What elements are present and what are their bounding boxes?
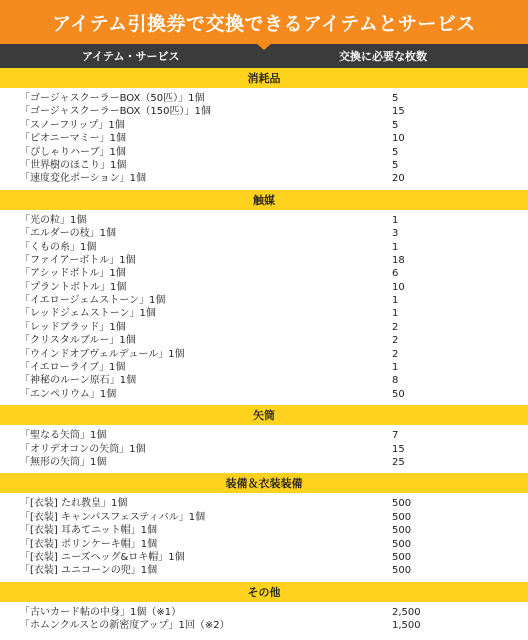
section-rows — [0, 210, 528, 405]
ticket-count: 2,500 — [392, 606, 421, 618]
ticket-count: 3 — [392, 228, 399, 240]
item-name: 「速度変化ポーション」1個 — [20, 173, 146, 185]
ticket-count: 50 — [392, 388, 405, 400]
section-rows — [0, 425, 528, 473]
page-title: アイテム引換券で交換できるアイテムとサービス — [52, 12, 476, 35]
ticket-count: 1 — [392, 241, 399, 253]
ticket-count: 500 — [392, 565, 412, 577]
table-header — [0, 44, 528, 68]
ticket-count: 10 — [392, 133, 405, 145]
ticket-count: 6 — [392, 268, 399, 280]
item-name: 「無形の矢筒」1個 — [20, 456, 107, 468]
item-name: 「レッドブラッド」1個 — [20, 321, 126, 333]
table-row — [0, 254, 528, 267]
ticket-count: 5 — [392, 119, 399, 131]
section-heading: 触媒 — [0, 190, 528, 210]
item-name: 「[衣装] ポリンケーキ帽」1個 — [20, 538, 158, 550]
item-name: 「イエローライブ」1個 — [20, 362, 126, 374]
item-name: 「ぴしゃりハーブ」1個 — [20, 146, 126, 158]
ticket-count: 500 — [392, 525, 412, 537]
table-row — [0, 159, 528, 172]
ticket-count: 18 — [392, 254, 405, 266]
ticket-count: 2 — [392, 335, 399, 347]
section-heading: 消耗品 — [0, 68, 528, 88]
table-row — [0, 132, 528, 145]
item-name: 「くもの糸」1個 — [20, 241, 97, 253]
item-name: 「ウインドオブヴェルデュール」1個 — [20, 348, 185, 360]
exchange-table — [0, 68, 528, 637]
ticket-count: 10 — [392, 281, 405, 293]
table-row — [0, 361, 528, 374]
item-name: 「エンペリウム」1個 — [20, 388, 117, 400]
item-name: 「スノーフリップ」1個 — [20, 119, 125, 131]
section-rows — [0, 88, 528, 190]
table-row — [0, 105, 528, 118]
table-row — [0, 321, 528, 334]
table-row — [0, 606, 528, 619]
table-row — [0, 564, 528, 577]
ticket-count: 500 — [392, 538, 412, 550]
section-heading: その他 — [0, 582, 528, 602]
table-row — [0, 524, 528, 537]
item-name: 「光の粒」1個 — [20, 214, 87, 226]
item-name: 「ピオニーマミー」1個 — [20, 133, 126, 145]
item-name: 「[衣装] ユニコーンの兜」1個 — [20, 565, 158, 577]
section-heading: 矢筒 — [0, 405, 528, 425]
ticket-count: 20 — [392, 173, 405, 185]
ticket-count: 1,500 — [392, 620, 421, 632]
item-name: 「エルダーの枝」1個 — [20, 228, 116, 240]
ticket-count: 2 — [392, 348, 399, 360]
table-row — [0, 146, 528, 159]
item-name: 「古いカード帖の中身」1個（※1） — [20, 606, 182, 618]
ticket-count: 15 — [392, 443, 405, 455]
table-row — [0, 443, 528, 456]
table-row — [0, 227, 528, 240]
table-row — [0, 538, 528, 551]
ticket-count: 15 — [392, 106, 405, 118]
item-name: 「ゴージャスクーラーBOX（150匹）」1個 — [20, 106, 211, 118]
table-row — [0, 92, 528, 105]
ticket-count: 1 — [392, 308, 399, 320]
column-header-count: 交換に必要な枚数 — [339, 50, 427, 63]
table-row — [0, 267, 528, 280]
table-row — [0, 172, 528, 185]
item-name: 「[衣装] 耳あてニット帽」1個 — [20, 525, 157, 537]
table-row — [0, 456, 528, 469]
table-row — [0, 619, 528, 632]
table-row — [0, 214, 528, 227]
table-row — [0, 374, 528, 387]
column-header-item: アイテム・サービス — [82, 50, 180, 63]
item-name: 「プラントボトル」1個 — [20, 281, 127, 293]
table-row — [0, 241, 528, 254]
item-name: 「レッドジェムストーン」1個 — [20, 308, 156, 320]
item-name: 「オリデオコンの矢筒」1個 — [20, 443, 146, 455]
table-row — [0, 388, 528, 401]
table-row — [0, 551, 528, 564]
item-name: 「ファイアーボトル」1個 — [20, 254, 136, 266]
table-row — [0, 511, 528, 524]
section-heading: 装備＆衣装装備 — [0, 473, 528, 493]
ticket-count: 500 — [392, 551, 412, 563]
item-name: 「世界樹のほこり」1個 — [20, 159, 127, 171]
table-row — [0, 281, 528, 294]
table-row — [0, 348, 528, 361]
table-row — [0, 119, 528, 132]
table-row — [0, 294, 528, 307]
item-name: 「クリスタルブルー」1個 — [20, 335, 136, 347]
ticket-count: 2 — [392, 321, 399, 333]
item-name: 「アシッドボトル」1個 — [20, 268, 126, 280]
item-name: 「[衣装] ニーズヘッグ&ロキ帽」1個 — [20, 551, 185, 563]
item-name: 「イエロージェムストーン」1個 — [20, 295, 166, 307]
section-rows — [0, 602, 528, 637]
item-name: 「ホムンクルスとの新密度アップ」1回（※2） — [20, 620, 230, 632]
ticket-count: 5 — [392, 93, 399, 104]
ticket-count: 25 — [392, 456, 405, 468]
ticket-count: 5 — [392, 146, 399, 158]
ticket-count: 1 — [392, 362, 399, 374]
item-name: 「神秘のルーン原石」1個 — [20, 375, 137, 387]
ticket-count: 1 — [392, 214, 399, 226]
table-row — [0, 429, 528, 442]
item-name: 「[衣装] キャンパスフェスティバル」1個 — [20, 511, 206, 523]
table-row — [0, 334, 528, 347]
table-row — [0, 307, 528, 320]
ticket-count: 500 — [392, 498, 412, 510]
ticket-count: 1 — [392, 295, 399, 307]
ticket-count: 500 — [392, 511, 412, 523]
ticket-count: 5 — [392, 159, 399, 171]
section-rows — [0, 493, 528, 581]
table-row — [0, 497, 528, 510]
page-banner — [0, 0, 528, 44]
item-name: 「ゴージャスクーラーBOX（50匹）」1個 — [20, 93, 205, 104]
item-name: 「聖なる矢筒」1個 — [20, 430, 107, 442]
ticket-count: 8 — [392, 375, 399, 387]
item-name: 「[衣装] たれ教皇」1個 — [20, 498, 128, 510]
ticket-count: 7 — [392, 430, 399, 442]
